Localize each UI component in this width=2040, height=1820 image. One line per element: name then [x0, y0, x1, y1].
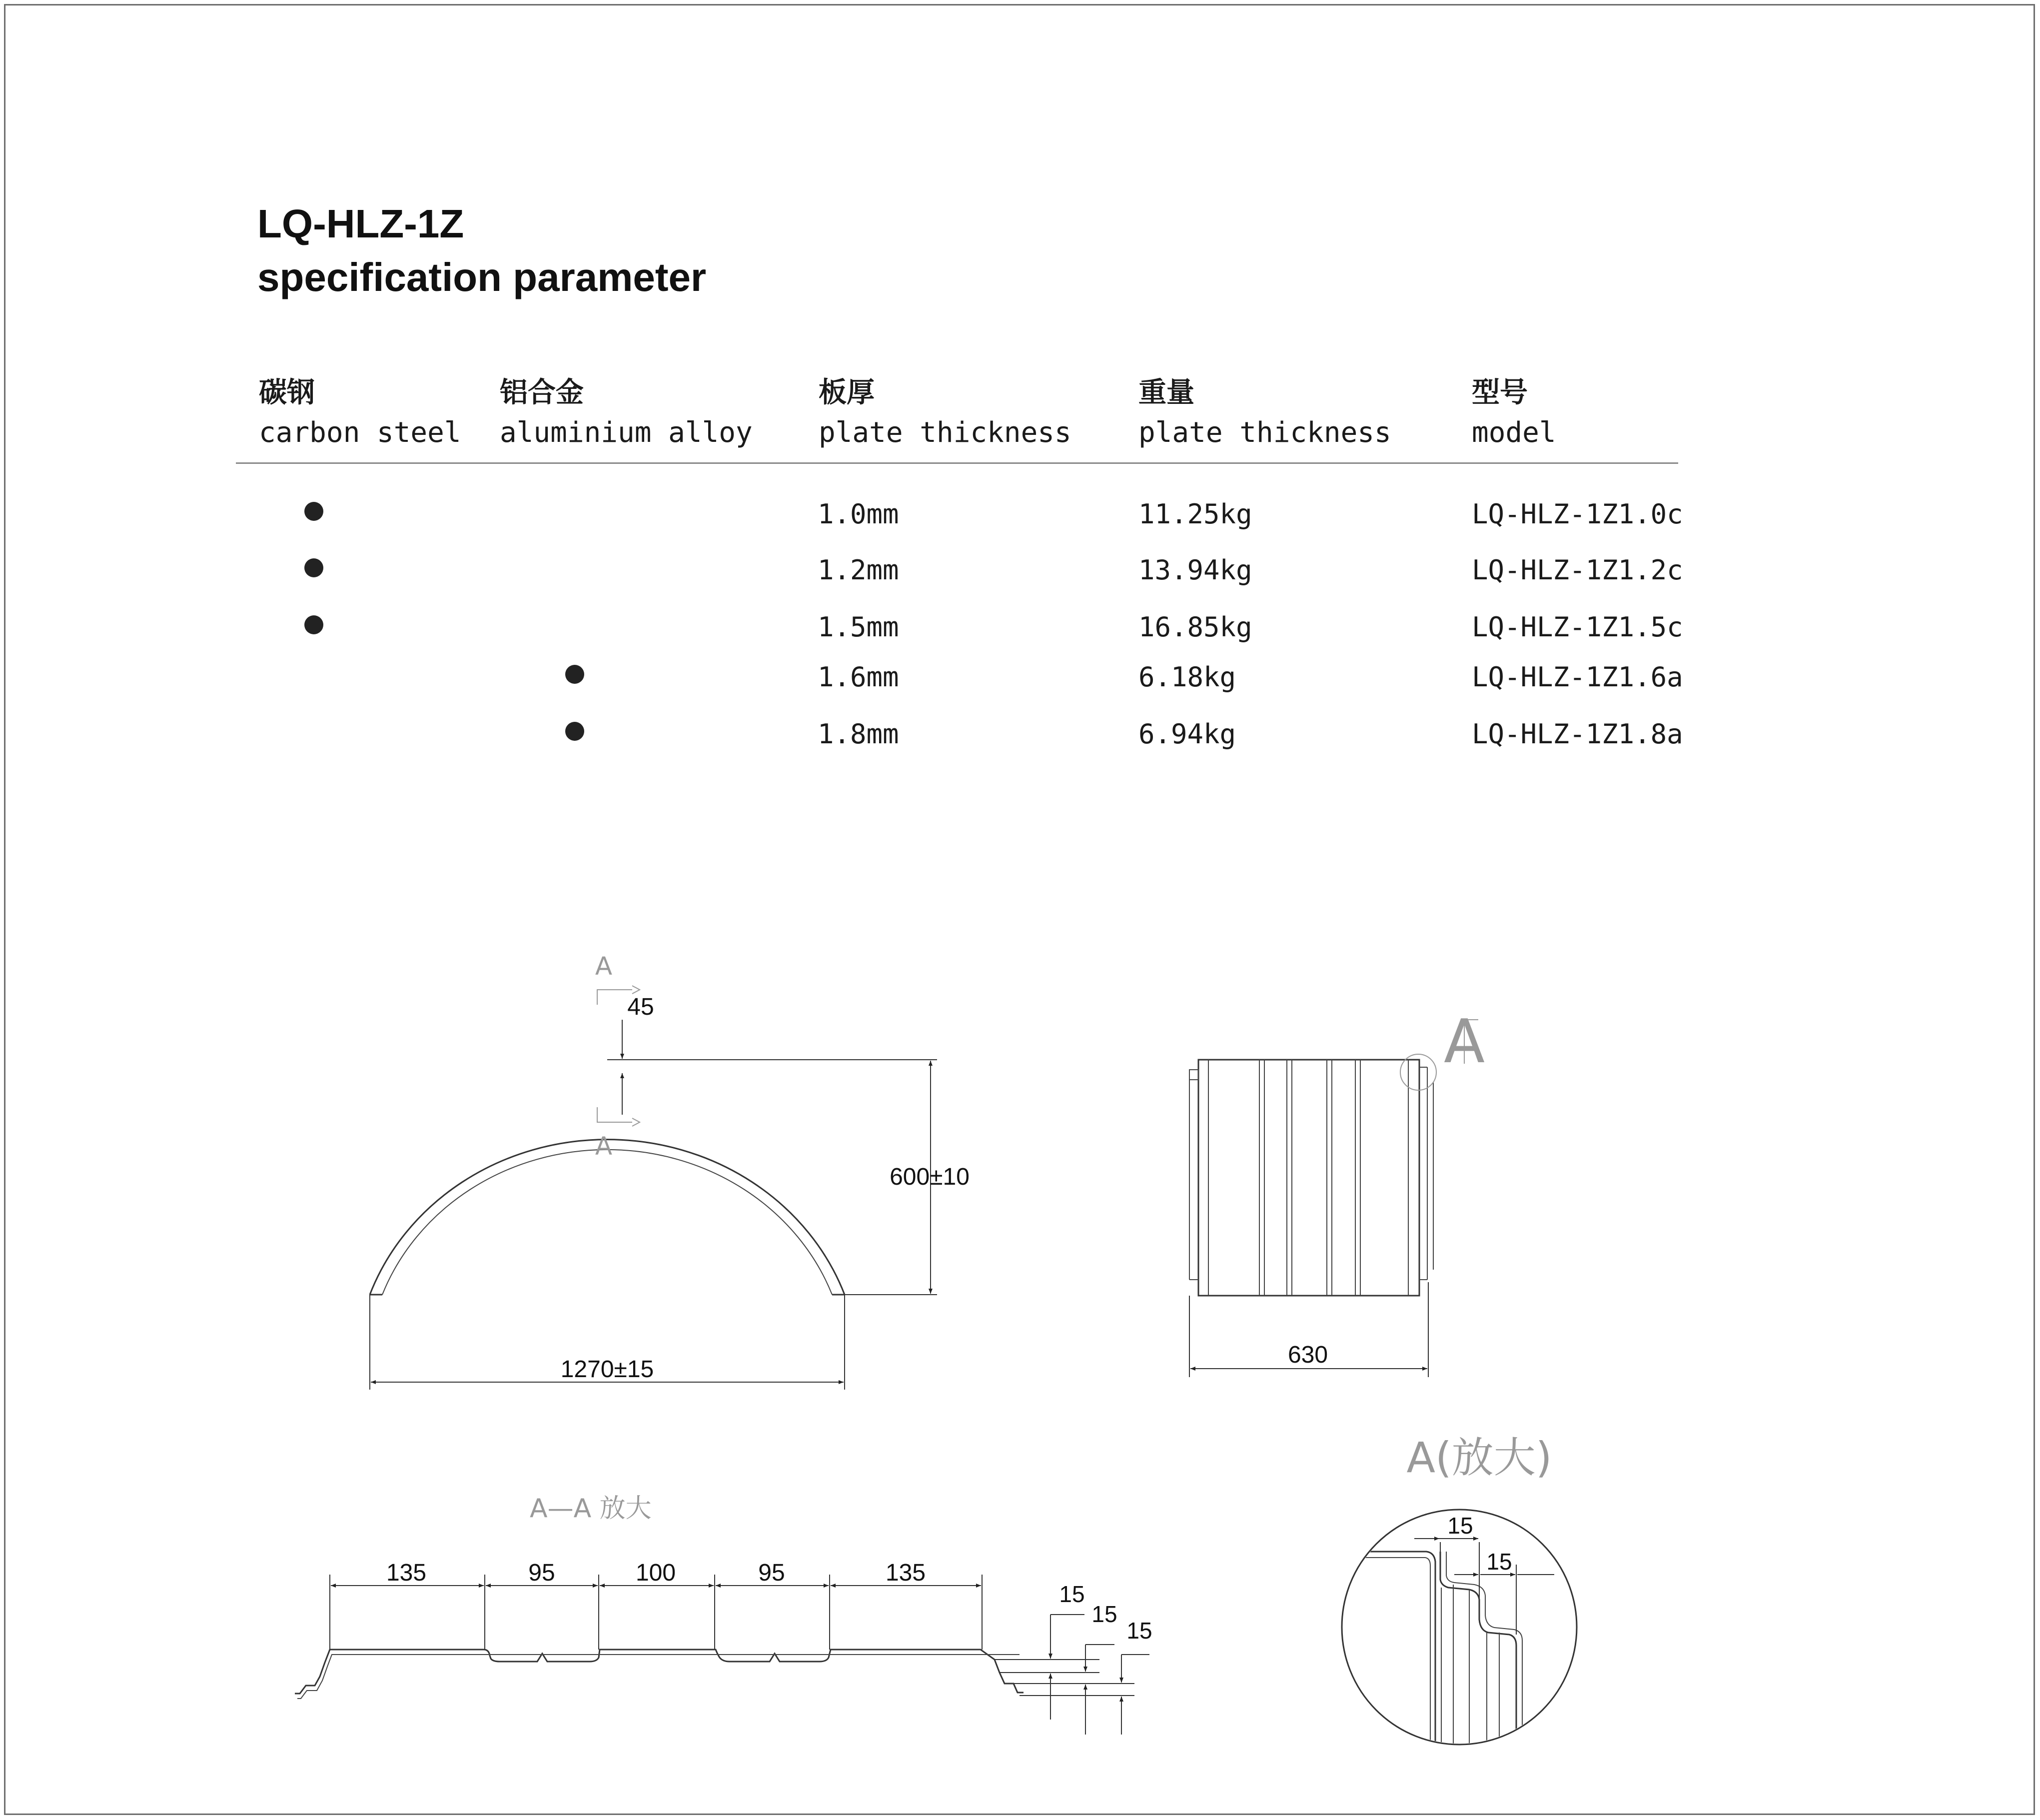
header-thickness-en: plate thickness — [819, 416, 1071, 449]
segment-dim: 100 — [635, 1560, 676, 1586]
detail-view-label: A(放大) — [1406, 1433, 1552, 1482]
weight-cell: 13.94kg — [1138, 554, 1252, 586]
step-dim: 15 — [1126, 1618, 1152, 1644]
section-marker-bottom: A — [595, 1132, 613, 1161]
thickness-cell: 1.2mm — [818, 554, 899, 586]
model-cell: LQ-HLZ-1Z1.0c — [1472, 498, 1683, 530]
product-code-title: LQ-HLZ-1Z — [257, 201, 464, 246]
weight-cell: 11.25kg — [1138, 498, 1252, 530]
header-carbon-steel-cn: 碳钢 — [259, 376, 315, 409]
arch-thickness-dim: 45 — [627, 994, 654, 1020]
spec-parameter-title: specification parameter — [257, 255, 707, 299]
model-cell: LQ-HLZ-1Z1.5c — [1472, 611, 1683, 643]
thickness-cell: 1.8mm — [818, 718, 899, 750]
header-model-cn: 型号 — [1472, 376, 1528, 409]
arch-view — [370, 952, 970, 1390]
header-weight-en: plate thickness — [1138, 416, 1391, 449]
thickness-cell: 1.0mm — [818, 498, 899, 530]
arch-width-dim: 1270±15 — [560, 1356, 654, 1383]
step-dim: 15 — [1059, 1581, 1085, 1607]
segment-dim: 135 — [386, 1560, 427, 1586]
detail-dim: 15 — [1486, 1549, 1512, 1575]
section-view — [295, 1494, 1152, 1735]
model-cell: LQ-HLZ-1Z1.6a — [1472, 661, 1683, 693]
segment-dim: 135 — [885, 1560, 926, 1586]
step-dim: 15 — [1091, 1601, 1117, 1627]
detail-dim: 15 — [1447, 1513, 1473, 1539]
thickness-cell: 1.6mm — [818, 661, 899, 693]
side-view — [1189, 1007, 1485, 1377]
weight-cell: 6.94kg — [1138, 718, 1236, 750]
weight-cell: 16.85kg — [1138, 611, 1252, 643]
detail-marker: A — [1443, 1007, 1485, 1077]
side-width-dim: 630 — [1287, 1342, 1328, 1368]
section-marker-top: A — [595, 952, 613, 981]
arch-height-dim: 600±10 — [890, 1164, 970, 1190]
detail-view — [1339, 1433, 1577, 1745]
header-carbon-steel-en: carbon steel — [259, 416, 461, 449]
model-cell: LQ-HLZ-1Z1.2c — [1472, 554, 1683, 586]
header-aluminium-en: aluminium alloy — [500, 416, 753, 449]
header-thickness-cn: 板厚 — [819, 376, 875, 409]
header-weight-cn: 重量 — [1138, 376, 1194, 409]
header-aluminium-cn: 铝合金 — [500, 376, 584, 409]
model-cell: LQ-HLZ-1Z1.8a — [1472, 718, 1683, 750]
weight-cell: 6.18kg — [1138, 661, 1236, 693]
segment-dim: 95 — [528, 1560, 555, 1586]
thickness-cell: 1.5mm — [818, 611, 899, 643]
section-view-label: A—A 放大 — [530, 1494, 652, 1524]
segment-dim: 95 — [758, 1560, 785, 1586]
header-model-en: model — [1472, 416, 1556, 449]
